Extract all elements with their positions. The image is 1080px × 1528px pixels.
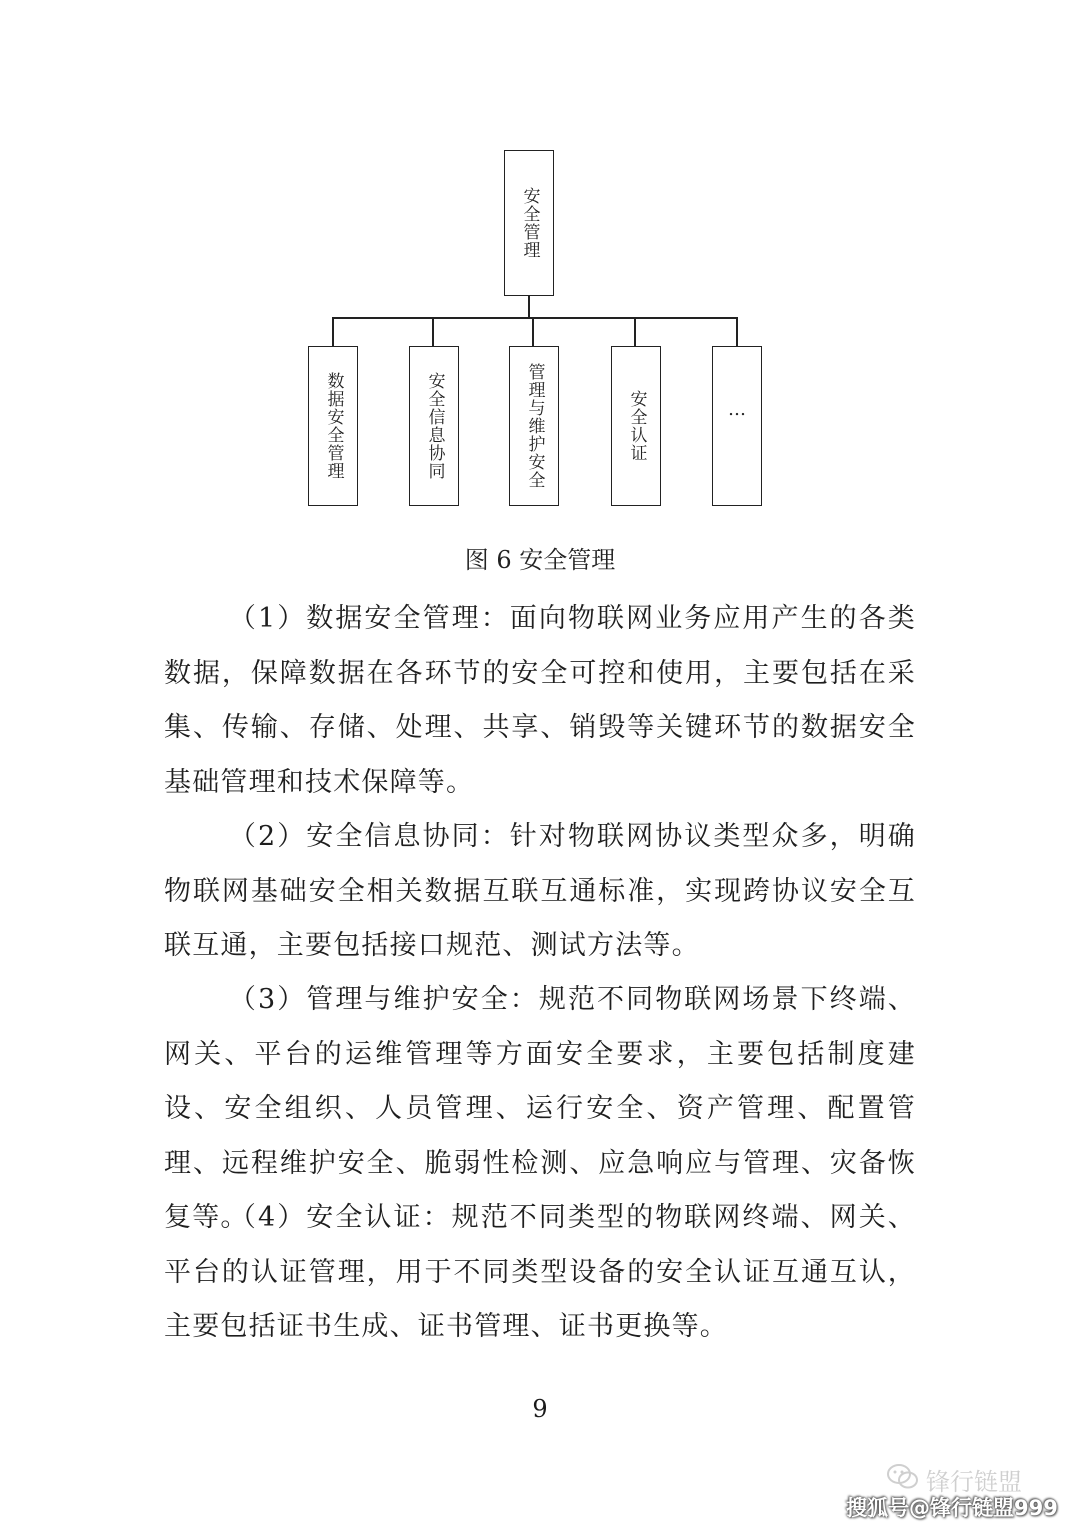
child-node-info-coordination — [409, 346, 459, 506]
paragraph-1 — [164, 592, 916, 810]
child-connector — [736, 317, 738, 347]
paragraph-text: （4）安全认证：规范不同类型的物联网终端、网关、平台的认证管理，用于不同类型设备的安全认证互通互认，主要包括证书生成、证书管理、证书更换等。 — [164, 1202, 916, 1342]
child-node-label: 安全信息协同 — [424, 372, 445, 480]
child-connector — [634, 317, 636, 347]
root-node — [504, 150, 554, 296]
child-connector — [432, 317, 434, 347]
root-node-label: 安全管理 — [519, 187, 540, 259]
paragraph-2 — [164, 810, 916, 974]
security-management-diagram — [0, 0, 1080, 520]
paragraph-text: （1）数据安全管理：面向物联网业务应用产生的各类数据，保障数据在各环节的安全可控和使用，主要包括在采集、传输、存储、处理、共享、销毁等关键环节的数据安全基础管理和技术保障等。 — [164, 603, 916, 798]
child-connector — [532, 317, 534, 347]
child-node-label: 管理与维护安全 — [524, 363, 545, 489]
paragraph-4 — [164, 1191, 916, 1355]
paragraph-text: （2）安全信息协同：针对物联网协议类型众多，明确物联网基础安全相关数据互联互通标准，实现跨协议安全互联互通，主要包括接口规范、测试方法等。 — [164, 821, 916, 961]
figure-caption: 图 6 安全管理 — [464, 546, 616, 574]
horizontal-connector — [332, 317, 737, 319]
child-node-data-security — [308, 346, 358, 506]
child-node-label: 安全认证 — [626, 390, 647, 462]
page-number: 9 — [532, 1395, 548, 1423]
paragraph-text: （3）管理与维护安全：规范不同物联网场景下终端、网关、平台的运维管理等方面安全要求，主要包括制度建设、安全组织、人员管理、运行安全、资产管理、配置管理、远程维护安全、脆弱性检测、应急响应与管理、灾备恢复等。 — [164, 984, 916, 1233]
ellipsis-label: … — [728, 399, 746, 420]
account-name: 锋行链盟 — [926, 1468, 1022, 1496]
child-node-more — [712, 346, 762, 506]
child-node-authentication — [611, 346, 661, 506]
root-connector — [528, 296, 530, 318]
child-node-label: 数据安全管理 — [323, 372, 344, 480]
source-watermark: 搜狐号@锋行链盟999 — [846, 1496, 1058, 1520]
child-connector — [332, 317, 334, 347]
child-node-maintenance-security — [509, 346, 559, 506]
